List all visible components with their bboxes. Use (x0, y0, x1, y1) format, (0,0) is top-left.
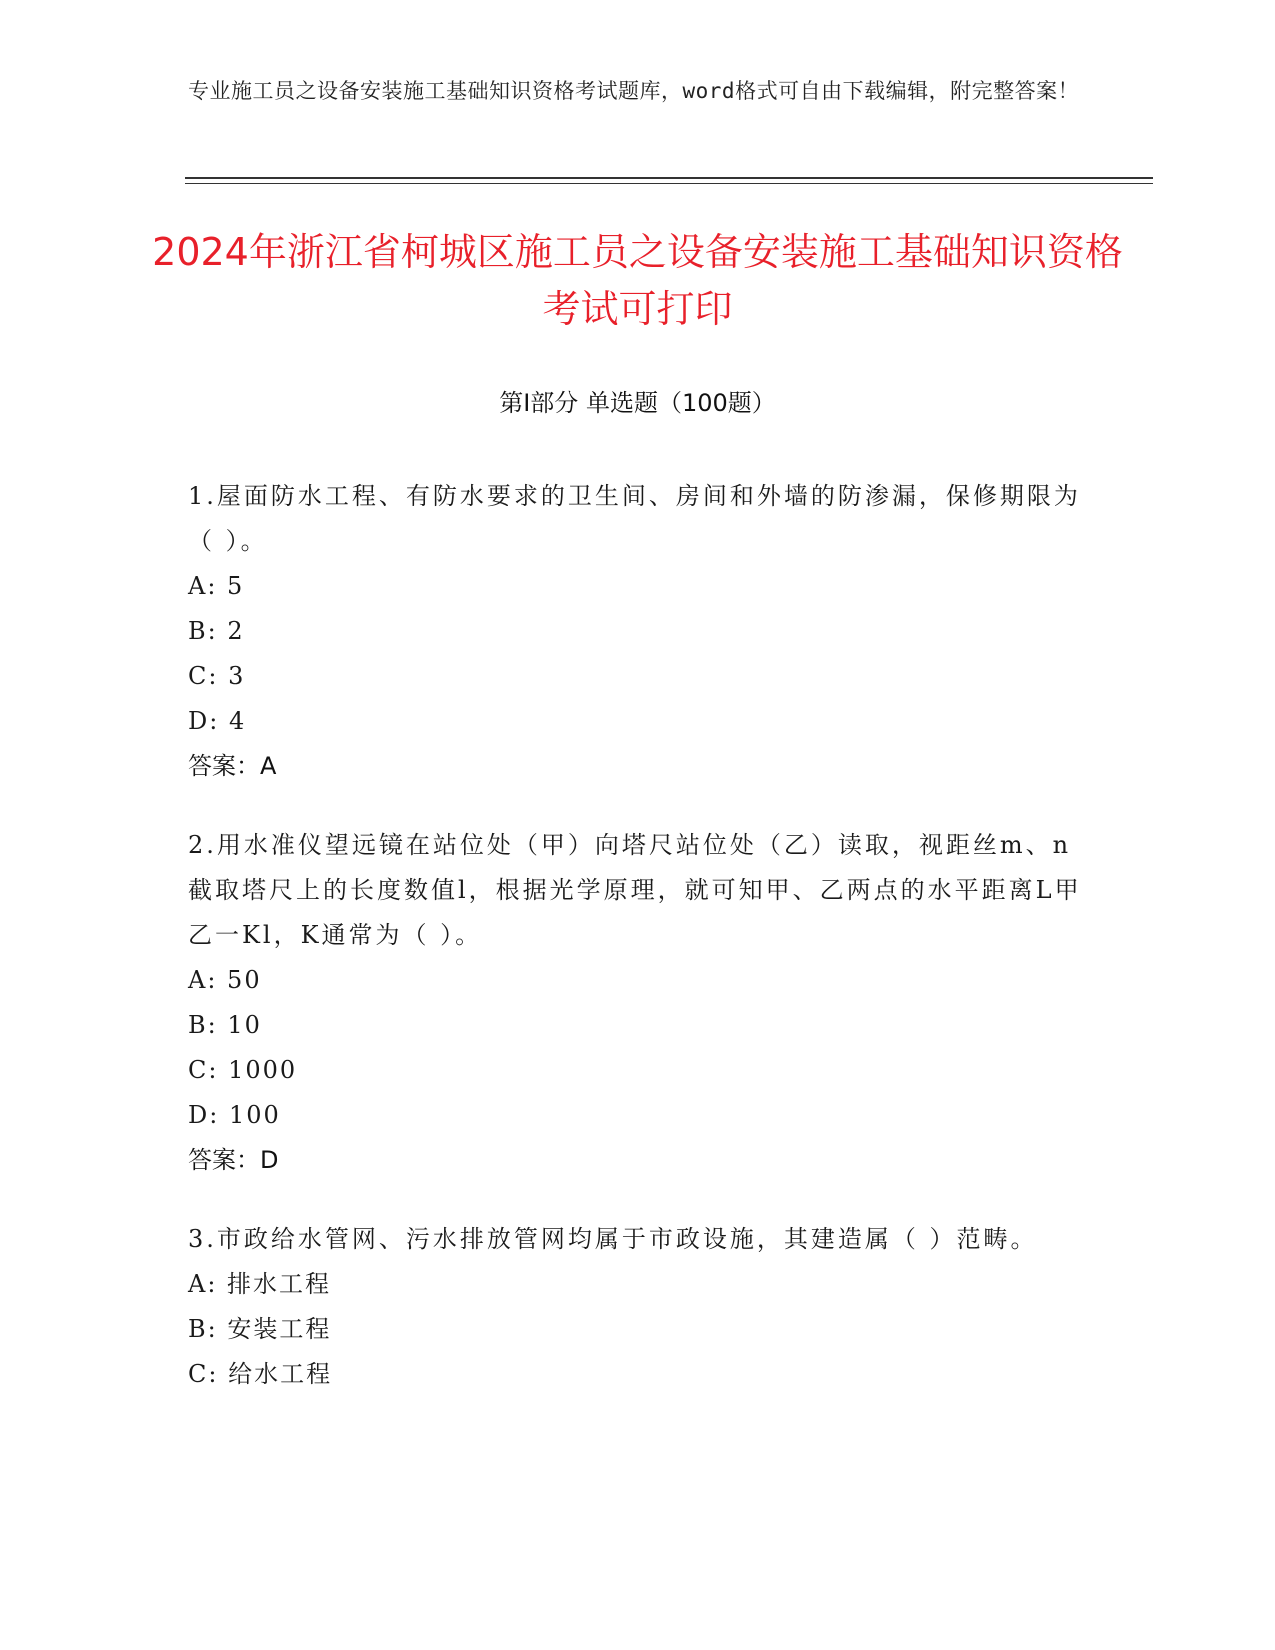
answer-label: 答案：D (188, 1146, 279, 1174)
question-2 (188, 823, 1088, 1183)
question-1 (188, 474, 1088, 789)
section-heading: 第Ⅰ部分 单选题（100题） (499, 389, 776, 417)
question-stem: 3.市政给水管网、污水排放管网均属于市政设施，其建造属（ ）范畴。 (188, 1225, 1038, 1253)
option-b: B: 2 (188, 617, 245, 645)
option-b: B: 安装工程 (188, 1315, 332, 1343)
header-divider-thick (185, 177, 1153, 179)
document-title: 2024年浙江省柯城区施工员之设备安装施工基础知识资格考试可打印 (152, 230, 1123, 331)
question-stem: 1.屋面防水工程、有防水要求的卫生间、房间和外墙的防渗漏，保修期限为（ ）。 (188, 482, 1081, 555)
question-stem: 2.用水准仪望远镜在站位处（甲）向塔尺站位处（乙）读取，视距丝m、n截取塔尺上的长度数值l，根据光学原理，就可知甲、乙两点的水平距离L甲乙一Kl，K通常为（ ）。 (188, 831, 1082, 949)
option-a: A: 50 (188, 966, 262, 994)
option-c: C: 给水工程 (188, 1360, 333, 1388)
option-c: C: 1000 (188, 1056, 298, 1084)
header-divider-thin (185, 183, 1153, 184)
option-d: D: 100 (188, 1101, 281, 1129)
header-note: 专业施工员之设备安装施工基础知识资格考试题库，word格式可自由下载编辑，附完整答案！ (188, 79, 1080, 103)
option-c: C: 3 (188, 662, 246, 690)
option-a: A: 5 (188, 572, 245, 600)
answer-label: 答案：A (188, 752, 277, 780)
question-3 (188, 1217, 1088, 1397)
option-d: D: 4 (188, 707, 247, 735)
option-a: A: 排水工程 (188, 1270, 332, 1298)
question-list (188, 474, 1088, 1431)
option-b: B: 10 (188, 1011, 262, 1039)
